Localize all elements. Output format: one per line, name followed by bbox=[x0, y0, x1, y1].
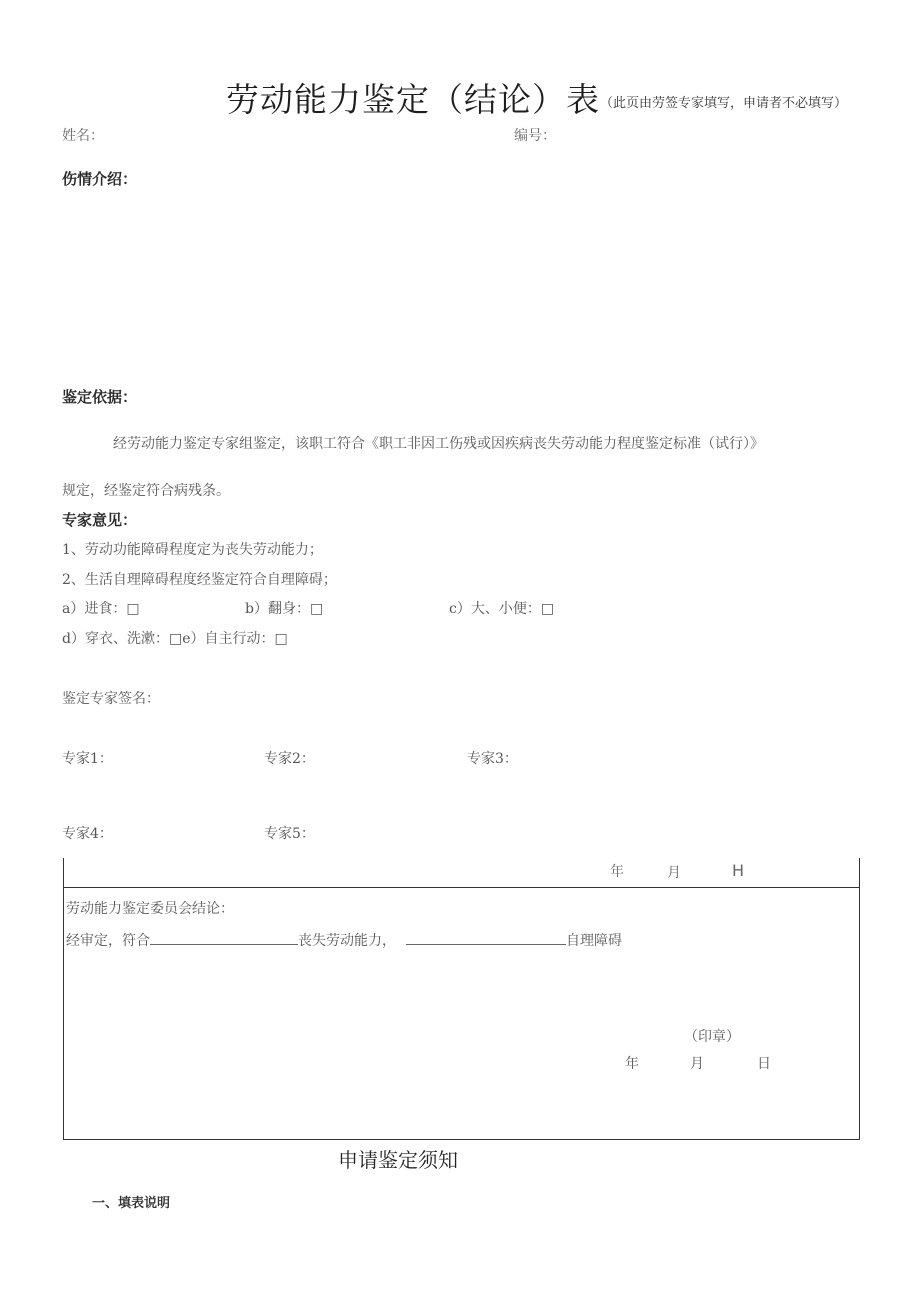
conclusion-suffix: 自理障碍 bbox=[566, 933, 622, 949]
stamp-label: （印章） bbox=[684, 1029, 740, 1045]
basis-label: 鉴定依据： bbox=[62, 388, 138, 406]
committee-month: 月 bbox=[690, 1056, 704, 1072]
opinion-item2: 2、生活自理障碍程度经鉴定符合自理障碍； bbox=[62, 572, 337, 588]
option-d-e: d）穿衣、洗漱：□e）自主行动：□ bbox=[62, 631, 288, 647]
notice-title: 申请鉴定须知 bbox=[338, 1148, 458, 1172]
committee-label: 劳动能力鉴定委员会结论： bbox=[66, 901, 234, 917]
opinion-item1: 1、劳动功能障碍程度定为丧失劳动能力； bbox=[62, 542, 323, 558]
expert-3: 专家3： bbox=[467, 751, 518, 767]
option-c: c）大、小便：□ bbox=[449, 601, 555, 617]
self-care-blank[interactable] bbox=[406, 930, 566, 945]
number-label: 编号： bbox=[514, 128, 556, 144]
conclusion-prefix: 经审定，符合 bbox=[66, 933, 150, 949]
option-a: a）进食：□ bbox=[62, 601, 140, 617]
committee-day: 日 bbox=[757, 1056, 771, 1072]
date-day: H bbox=[732, 861, 745, 880]
signature-label: 鉴定专家签名： bbox=[62, 691, 160, 707]
option-b: b）翻身：□ bbox=[245, 601, 324, 617]
title-note: （此页由劳签专家填写，申请者不必填写） bbox=[600, 96, 848, 111]
injury-label: 伤情介绍： bbox=[62, 170, 138, 188]
committee-conclusion-line bbox=[66, 930, 622, 950]
conclusion-mid: 丧失劳动能力， bbox=[298, 933, 396, 949]
notice-section-1: 一、填表说明 bbox=[92, 1196, 171, 1211]
expert-4: 专家4： bbox=[62, 826, 113, 842]
page-title: 劳动能力鉴定（结论）表 bbox=[226, 80, 600, 119]
committee-year: 年 bbox=[625, 1056, 639, 1072]
date-row-left-border bbox=[63, 858, 64, 888]
basis-line2: 规定，经鉴定符合病残条。 bbox=[62, 483, 230, 499]
date-month: 月 bbox=[667, 865, 681, 881]
expert-1: 专家1： bbox=[62, 751, 113, 767]
name-label: 姓名： bbox=[62, 128, 104, 144]
date-year: 年 bbox=[610, 864, 624, 880]
expert-2: 专家2： bbox=[264, 751, 315, 767]
committee-box-left bbox=[63, 887, 64, 1140]
date-row-right-border bbox=[859, 858, 860, 888]
committee-box-bottom bbox=[63, 1139, 860, 1140]
expert-5: 专家5： bbox=[264, 826, 315, 842]
committee-box-right bbox=[859, 887, 860, 1140]
basis-line1: 经劳动能力鉴定专家组鉴定，该职工符合《职工非因工伤残或因疾病丧失劳动能力程度鉴定标准（试行）》 bbox=[113, 436, 764, 452]
committee-box-top bbox=[63, 887, 860, 888]
opinion-label: 专家意见： bbox=[62, 511, 138, 529]
disability-degree-blank[interactable] bbox=[150, 930, 298, 945]
